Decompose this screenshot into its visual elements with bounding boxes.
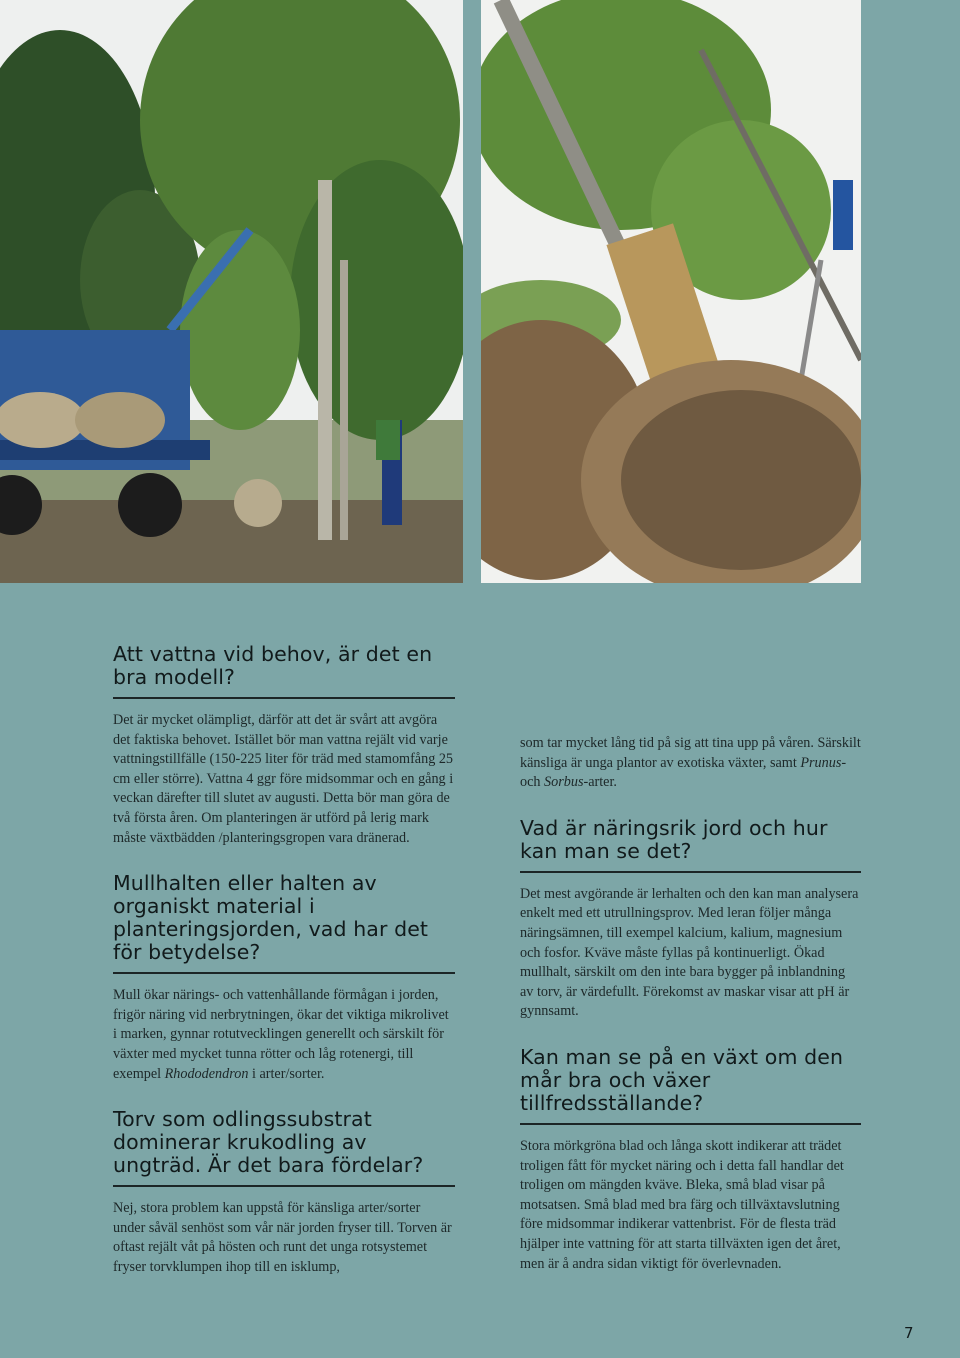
heading-organic-matter: Mullhalten eller halten av organiskt material i planteringsjorden, vad har det för betydelse? [113,871,429,965]
left-column [113,643,455,1278]
heading-plant-health: Kan man se på en växt om den mår bra och växer tillfredsställande? [520,1044,844,1115]
right-column [520,734,861,1274]
body-watering: Det är mycket olämpligt, därför att det är svårt att avgöra det faktiska behovet. Istället bör man vattna rejält vid varje vattningstillfälle (150-225 liter för träd med stamomfång 25 cm eller större). Vattna 4 ggr före midsommar och en gång i veckan därefter till slutet av augusti. Detta bör man göra de två första åren. Om planteringen är utförd på lerig mark måste växtbädden /planteringsgropen vara dränerad. [113,712,454,846]
body-peat-substrate: Nej, stora problem kan uppstå för känsliga arter/sorter under såväl senhöst som vår när jorden fryser till. Torven är oftast rejält våt på hösten och runt det unga rotsystemet fryser torvklumpen ihop till en isklump, [113,1200,452,1275]
body-peat-substrate-continued: som tar mycket lång tid på sig att tina upp på våren. Särskilt känsliga är unga plantor av exotiska växter, samt Prunus- och Sorbus-arter. [520,735,861,791]
heading-nutrient-soil: Vad är näringsrik jord och hur kan man se det? [520,815,828,863]
body-nutrient-soil: Det mest avgörande är lerhalten och den kan man analysera enkelt med ett utrullningsprov. Med leran följer många näringsämnen, till exempel kalcium, kalium, magnesium och fosfor. Kväve måste fyllas på kontinuerligt. Ökad mullhalt, särskilt om den inte bara bygger på inblandning av torv, är värdefullt. Förekomst av maskar visar att pH är gynnsamt. [520,885,859,1020]
body-organic-matter: Mull ökar närings- och vattenhållande förmågan i jorden, frigör näring vid nerbrytningen, ökar det viktiga mikrolivet i marken, gynnar rotutvecklingen generellt och särskilt för växter med mycket tunna rötter och låg rotenergi, till exempel Rhododendron i arter/sorter. [113,987,449,1082]
heading-rule [113,972,455,974]
page-number: 7 [904,1324,914,1342]
heading-rule [520,871,861,873]
heading-rule [113,697,455,699]
heading-rule [520,1123,861,1125]
heading-rule [113,1185,455,1187]
body-plant-health: Stora mörkgröna blad och långa skott indikerar att trädet troligen fått för mycket näring och i detta fall handlar det troligen om mängden kväve. Bleka, små blad visar på motsatsen. Små blad med bra färg och tillväxtavslutning före midsommar indikerar vattenbrist. För de flesta träd hjälper inte vattning för att starta tillväxten igen det året, men är å andra sidan viktigt för överlevnaden. [520,1137,844,1272]
heading-watering: Att vattna vid behov, är det en bra modell? [113,642,433,689]
photo-root-balls [481,0,861,583]
heading-peat-substrate: Torv som odlingssubstrat dominerar krukodling av ungträd. Är det bara fördelar? [113,1107,424,1178]
photo-tree-planting [0,0,463,583]
